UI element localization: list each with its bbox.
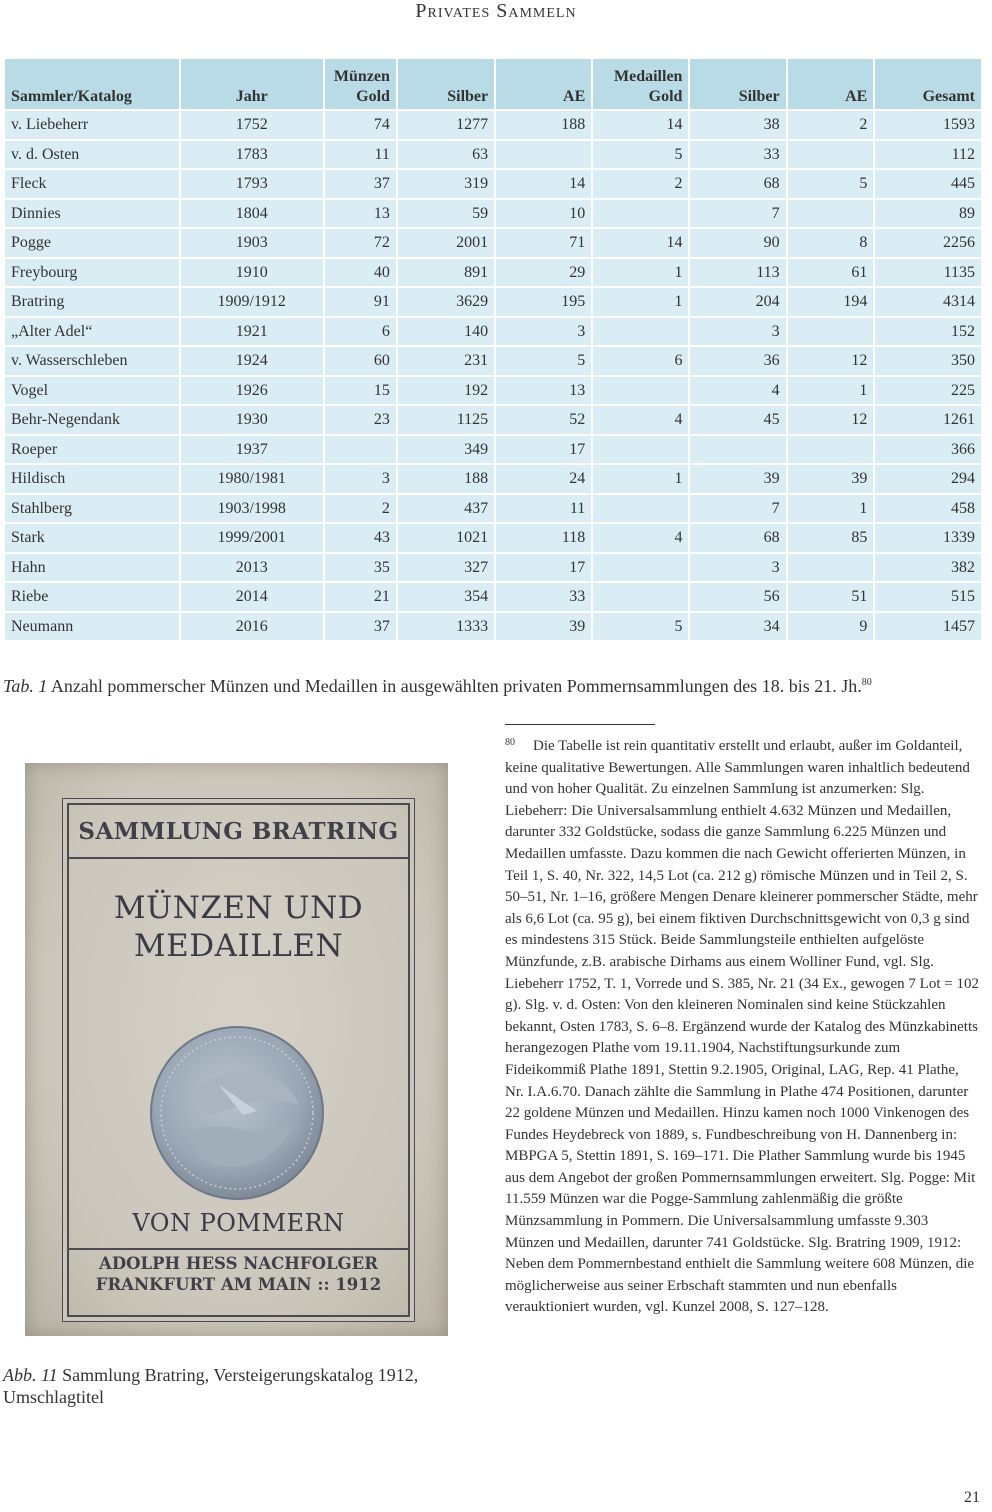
table-cell: 34 (690, 613, 785, 641)
table-cell: 39 (690, 465, 785, 493)
table-cell: 7 (690, 495, 785, 523)
table-cell: Hildisch (5, 465, 179, 493)
table-cell: 45 (690, 406, 785, 434)
table-cell: 194 (788, 288, 874, 316)
table-row (5, 347, 981, 375)
col-header-muenzen-ae: AE (496, 59, 591, 109)
table-cell: 204 (690, 288, 785, 316)
table-cell: 11 (496, 495, 591, 523)
table-cell: 63 (398, 141, 494, 169)
table-row (5, 465, 981, 493)
table-cell: 23 (325, 406, 396, 434)
footnote-rule (505, 724, 655, 725)
catalog-cover-image (25, 763, 448, 1336)
table-cell: 4314 (875, 288, 981, 316)
table-cell: 85 (788, 524, 874, 552)
col-header-jahr: Jahr (181, 59, 323, 109)
table-cell: 458 (875, 495, 981, 523)
table-cell: 350 (875, 347, 981, 375)
cover-frame (67, 803, 410, 1317)
table-cell: 14 (496, 170, 591, 198)
table-cell (788, 141, 874, 169)
table-cell: 2256 (875, 229, 981, 257)
table-cell: 3 (325, 465, 396, 493)
table-cell (496, 141, 591, 169)
table-cell: 13 (325, 200, 396, 228)
table-row (5, 200, 981, 228)
table-cell: 1 (593, 259, 688, 287)
table-cell: 231 (398, 347, 494, 375)
table-cell (325, 436, 396, 464)
cover-publisher (69, 1253, 408, 1295)
table-cell: 4 (593, 524, 688, 552)
table-cell: 225 (875, 377, 981, 405)
table-cell: 1937 (181, 436, 323, 464)
table-cell: v. d. Osten (5, 141, 179, 169)
table-cell: 9 (788, 613, 874, 641)
table-cell: 4 (690, 377, 785, 405)
table-cell: 5 (788, 170, 874, 198)
table-row (5, 259, 981, 287)
table-cell: 10 (496, 200, 591, 228)
table-cell: 38 (690, 111, 785, 139)
table-cell: 1926 (181, 377, 323, 405)
table-cell: 1999/2001 (181, 524, 323, 552)
table-header-row (5, 59, 981, 109)
table-row (5, 141, 981, 169)
table-cell: 5 (593, 613, 688, 641)
table-cell: 2014 (181, 583, 323, 611)
table-cell: 3629 (398, 288, 494, 316)
table-cell: Bratring (5, 288, 179, 316)
table-cell: 1 (788, 495, 874, 523)
table-cell (593, 554, 688, 582)
table-cell: Vogel (5, 377, 179, 405)
table-cell: 52 (496, 406, 591, 434)
table-row (5, 524, 981, 552)
table-cell: 12 (788, 406, 874, 434)
table-cell: 2 (325, 495, 396, 523)
col-header-medaillen-ae: AE (788, 59, 874, 109)
table-cell: 1593 (875, 111, 981, 139)
table-cell: 13 (496, 377, 591, 405)
table-cell: 11 (325, 141, 396, 169)
table-cell: 319 (398, 170, 494, 198)
table-cell: 5 (496, 347, 591, 375)
table-cell: 1 (788, 377, 874, 405)
cover-rule-top (69, 857, 408, 859)
table-cell: 294 (875, 465, 981, 493)
table-cell: 8 (788, 229, 874, 257)
table-cell: Stark (5, 524, 179, 552)
table-cell: 1 (593, 465, 688, 493)
table-cell: „Alter Adel“ (5, 318, 179, 346)
table-cell: 1752 (181, 111, 323, 139)
table-cell: 90 (690, 229, 785, 257)
col-header-medaillen-silber: Silber (690, 59, 785, 109)
col-header-sammler: Sammler/Katalog (5, 59, 179, 109)
table-cell: 1 (593, 288, 688, 316)
cover-publisher-line-1: ADOLPH HESS NACHFOLGER (99, 1254, 378, 1273)
table-cell: 17 (496, 554, 591, 582)
table-cell: 12 (788, 347, 874, 375)
table-cell: 51 (788, 583, 874, 611)
medal-icon (149, 1025, 325, 1201)
table-cell: 35 (325, 554, 396, 582)
table-cell: 37 (325, 613, 396, 641)
table-cell: 1909/1912 (181, 288, 323, 316)
table-cell: v. Wasserschleben (5, 347, 179, 375)
table-cell: 21 (325, 583, 396, 611)
table-cell (788, 554, 874, 582)
table-cell: 1339 (875, 524, 981, 552)
table-cell: 59 (398, 200, 494, 228)
table-row (5, 613, 981, 641)
table-cell: 112 (875, 141, 981, 169)
table-cell (593, 200, 688, 228)
table-cell: 195 (496, 288, 591, 316)
col-header-muenzen-silber: Silber (398, 59, 494, 109)
table-cell: 3 (690, 318, 785, 346)
table-cell: 188 (496, 111, 591, 139)
table-cell (593, 495, 688, 523)
table-cell (593, 318, 688, 346)
table-cell: 2 (593, 170, 688, 198)
table-cell: 366 (875, 436, 981, 464)
table-cell: Dinnies (5, 200, 179, 228)
table-cell: Fleck (5, 170, 179, 198)
table-row (5, 111, 981, 139)
table-cell: 40 (325, 259, 396, 287)
table-cell: 2013 (181, 554, 323, 582)
table-cell: 89 (875, 200, 981, 228)
table-cell: 1980/1981 (181, 465, 323, 493)
table-cell (788, 436, 874, 464)
table-cell: 14 (593, 111, 688, 139)
table-cell: 33 (690, 141, 785, 169)
table-cell: 1930 (181, 406, 323, 434)
table-cell: 91 (325, 288, 396, 316)
table-cell: 60 (325, 347, 396, 375)
table-cell: 17 (496, 436, 591, 464)
table-cell: 6 (325, 318, 396, 346)
table-cell: Behr-Negendank (5, 406, 179, 434)
collection-table (3, 57, 983, 642)
cover-title-line-2: MEDAILLEN (133, 928, 344, 964)
table-cell: 1021 (398, 524, 494, 552)
table-cell: 1783 (181, 141, 323, 169)
cover-main-title (69, 889, 408, 965)
table-cell: 1921 (181, 318, 323, 346)
table-cell: 354 (398, 583, 494, 611)
table-cell: 2001 (398, 229, 494, 257)
table-cell: 891 (398, 259, 494, 287)
table-cell: 113 (690, 259, 785, 287)
col-header-gesamt: Gesamt (875, 59, 981, 109)
table-row (5, 436, 981, 464)
table-cell (690, 436, 785, 464)
table-caption-label: Tab. 1 (3, 676, 48, 696)
cover-title-line-1: MÜNZEN UND (113, 890, 364, 926)
figure-caption-label: Abb. 11 (3, 1365, 58, 1385)
table-cell: 327 (398, 554, 494, 582)
table-cell: 68 (690, 170, 785, 198)
table-cell: 3 (496, 318, 591, 346)
table-cell: 140 (398, 318, 494, 346)
table-cell: 1924 (181, 347, 323, 375)
table-cell: Freybourg (5, 259, 179, 287)
table-body (5, 111, 981, 640)
table-cell (593, 377, 688, 405)
table-cell: 6 (593, 347, 688, 375)
table-caption-footnote-ref: 80 (861, 677, 872, 688)
table-cell: 68 (690, 524, 785, 552)
table-cell (788, 200, 874, 228)
table-row (5, 288, 981, 316)
cover-top-title: SAMMLUNG BRATRING (78, 818, 399, 845)
table-cell: 192 (398, 377, 494, 405)
table-cell: 5 (593, 141, 688, 169)
figure-caption (3, 1364, 463, 1408)
table-caption-text: Anzahl pommerscher Münzen und Medaillen in ausgewählten privaten Pommernsammlungen des 18. bis 21. Jh. (50, 676, 862, 696)
table-cell: Roeper (5, 436, 179, 464)
table-caption (3, 676, 988, 697)
table-row (5, 377, 981, 405)
table-cell: 29 (496, 259, 591, 287)
figure-caption-text: Sammlung Bratring, Versteigerungskatalog 1912, Umschlagtitel (3, 1365, 419, 1407)
table-cell: 1903 (181, 229, 323, 257)
table-cell: 382 (875, 554, 981, 582)
table-cell (593, 583, 688, 611)
table-cell: Riebe (5, 583, 179, 611)
table-cell: 1457 (875, 613, 981, 641)
table-cell: 188 (398, 465, 494, 493)
table-cell: 152 (875, 318, 981, 346)
table-cell: 71 (496, 229, 591, 257)
table-row (5, 554, 981, 582)
table-cell: 1261 (875, 406, 981, 434)
table-cell: 56 (690, 583, 785, 611)
table-cell: 39 (788, 465, 874, 493)
table-cell: 39 (496, 613, 591, 641)
table-cell: 515 (875, 583, 981, 611)
table-cell: 37 (325, 170, 396, 198)
table-cell: Pogge (5, 229, 179, 257)
table-cell: 43 (325, 524, 396, 552)
table-cell: 1333 (398, 613, 494, 641)
table-cell: 3 (690, 554, 785, 582)
table-cell: 445 (875, 170, 981, 198)
table-cell: 1135 (875, 259, 981, 287)
cover-rule-bottom (69, 1248, 408, 1250)
table-row (5, 495, 981, 523)
page-number: 21 (964, 1489, 980, 1506)
table-cell: 33 (496, 583, 591, 611)
table-row (5, 229, 981, 257)
table-cell (593, 436, 688, 464)
table-row (5, 406, 981, 434)
table-cell: 1804 (181, 200, 323, 228)
col-header-medaillen-gold: Medaillen Gold (593, 59, 688, 109)
table-cell: 24 (496, 465, 591, 493)
table-cell: 1125 (398, 406, 494, 434)
table-row (5, 170, 981, 198)
table-cell: 349 (398, 436, 494, 464)
table-row (5, 318, 981, 346)
table-cell: 4 (593, 406, 688, 434)
table-cell: 1793 (181, 170, 323, 198)
table-cell (788, 318, 874, 346)
table-cell: 14 (593, 229, 688, 257)
table-cell: 1277 (398, 111, 494, 139)
table-cell: 74 (325, 111, 396, 139)
table-cell: 72 (325, 229, 396, 257)
table-cell: 15 (325, 377, 396, 405)
footnote (505, 736, 981, 1319)
table-cell: Hahn (5, 554, 179, 582)
col-header-muenzen-gold: Münzen Gold (325, 59, 396, 109)
table-cell: 118 (496, 524, 591, 552)
cover-subtitle: VON POMMERN (132, 1209, 345, 1237)
table-row (5, 583, 981, 611)
cover-publisher-line-2: FRANKFURT AM MAIN :: 1912 (95, 1275, 382, 1294)
table-cell: 1903/1998 (181, 495, 323, 523)
table-cell: Neumann (5, 613, 179, 641)
running-head: Privates Sammeln (415, 0, 577, 22)
table-cell: 1910 (181, 259, 323, 287)
table-cell: 61 (788, 259, 874, 287)
table-cell: v. Liebeherr (5, 111, 179, 139)
footnote-text: Die Tabelle ist rein quantitativ erstellt und erlaubt, außer im Goldanteil, keine qualitative Bewertungen. Alle Sammlungen waren inhaltlich bedeutend und von hoher Qualität. Zu einzelnen Sammlung ist anzumerken: Slg. Liebeherr: Die Universalsammlung enthielt 4.632 Münzen und Medaillen, darunter 332 Goldstücke, sodass die ganze Sammlung 6.225 Münzen und Medaillen umfasste. Dazu kommen die nach Gewicht offerierten Münzen, in Teil 1, S. 40, Nr. 322, 14,5 Lot (ca. 212 g) römische Münzen und in Teil 2, S. 50–51, Nr. 1–16, größere Mengen Denare kleinerer pommerscher Städte, mehr als 6,6 Lot (ca. 95 g), bei einem fiktiven Durchschnittsgewicht von 0,3 g sind es mindestens 315 Stück. Beide Sammlungsteile enthielten aufgelöste Münzfunde, z.B. arabische Dirhams aus einem Wolliner Fund, vgl. Slg. Liebeherr 1752, T. 1, Vorrede und S. 385, Nr. 21 (34 Ex., gewogen 7 Lot = 102 g). Slg. v. d. Osten: Von den kleineren Nominalen sind keine Stückzahlen bekannt, Osten 1783, S. 6–8. Ergänzend wurde der Katalog des Münzkabinetts herangezogen Plathe vom 19.11.1904, Nachstiftungsurkunde zum Fideikommiß Plathe 1891, Stettin 9.2.1905, Original, LAG, Rep. 41 Plathe, Nr. I.A.6.70. Danach zählte die Sammlung in Plathe 474 Positionen, darunter 22 goldene Münzen und Medaillen. Hinzu kamen noch 1000 Vinkenogen des Fundes Heydebreck von 1889, s. Fundbeschreibung von H. Dannenberg in: MBPGA 5, Stettin 1891, S. 169–171. Die Plather Sammlung wurde bis 1945 aus dem Angebot der großen Pommernsammlungen erweitert. Slg. Pogge: Mit 11.559 Münzen war die Pogge-Sammlung zahlenmäßig die größte Münzsammlung in Pommern. Die Universalsammlung umfasste 9.303 Münzen und Medaillen, darunter 741 Goldstücke. Slg. Bratring 1909, 1912: Neben dem Pommernbestand enthielt die Sammlung weitere 608 Münzen, die möglicherweise aus seiner Erbschaft stammten und nun ebenfalls verauktioniert wurden, vgl. Kunzel 2008, S. 127–128. (505, 738, 979, 1316)
table-cell: Stahlberg (5, 495, 179, 523)
table-cell: 2 (788, 111, 874, 139)
footnote-number: 80 (505, 737, 515, 748)
table-cell: 7 (690, 200, 785, 228)
table-cell: 437 (398, 495, 494, 523)
table-cell: 36 (690, 347, 785, 375)
table-cell: 2016 (181, 613, 323, 641)
